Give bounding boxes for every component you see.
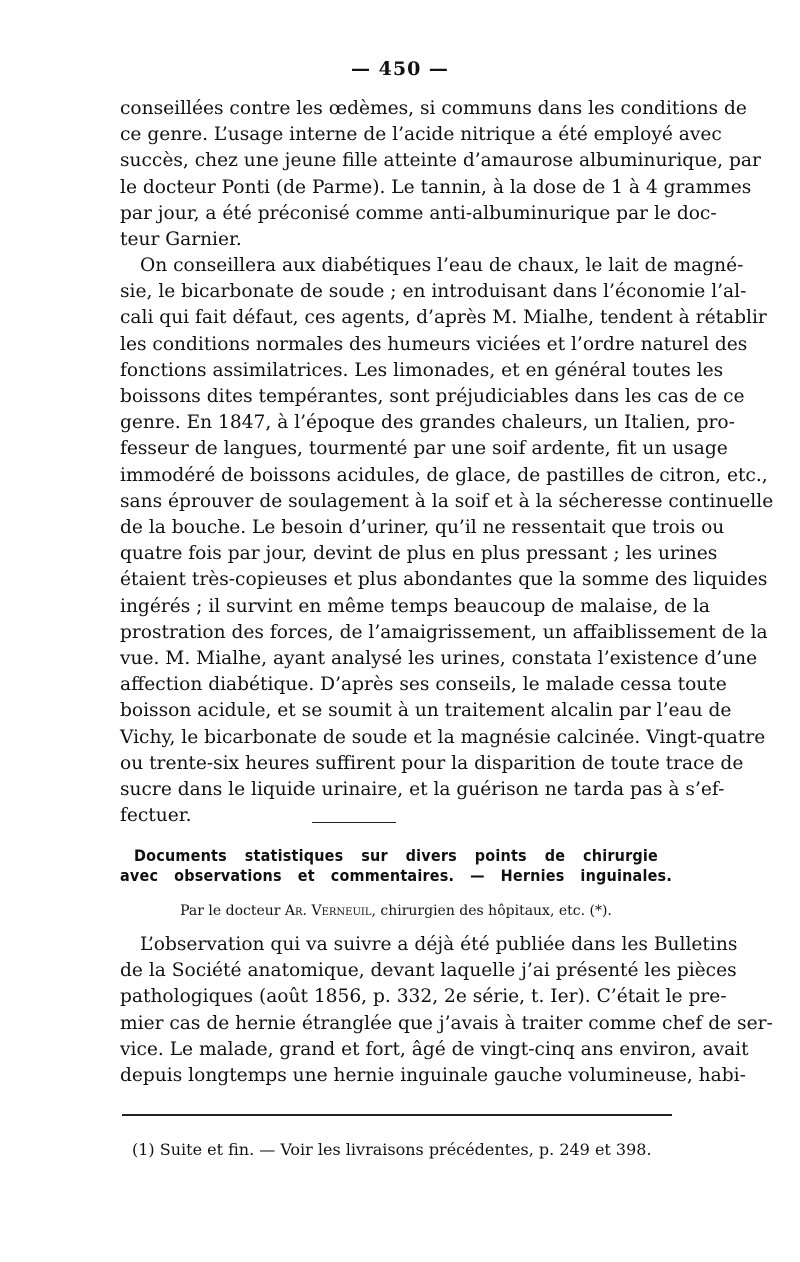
text-line: pathologiques (août 1856, p. 332, 2e série, t. Ier). C’était le pre- [120, 986, 727, 1008]
text-line: prostration des forces, de l’amaigrissement, un affaiblissement de la [120, 621, 768, 643]
page-number: — 450 — [351, 58, 449, 80]
text-line: vice. Le malade, grand et fort, âgé de vingt-cinq ans environ, avait [120, 1038, 749, 1060]
text-line: boissons dites tempérantes, sont préjudiciables dans les cas de ce [120, 386, 745, 408]
text-line: affection diabétique. D’après ses conseils, le malade cessa toute [120, 674, 727, 696]
section-heading [120, 846, 672, 886]
byline-suffix: chirurgien des hôpitaux, etc. (*). [380, 903, 612, 919]
text-line: les conditions normales des humeurs viciées et l’ordre naturel des [120, 333, 748, 355]
section-divider [312, 822, 396, 823]
text-line: de la Société anatomique, devant laquelle j’ai présenté les pièces [120, 960, 737, 982]
heading-line: Documents statistiques sur divers points de chirurgie [134, 846, 658, 865]
text-line: sie, le bicarbonate de soude ; en introduisant dans l’économie l’al- [120, 281, 747, 303]
text-line: fonctions assimilatrices. Les limonades, et en général toutes les [120, 359, 724, 381]
text-line: boisson acidule, et se soumit à un traitement alcalin par l’eau de [120, 700, 732, 722]
text-line: ingérés ; il survint en même temps beaucoup de malaise, de la [120, 595, 710, 617]
paragraph-1 [120, 96, 761, 253]
text-line: mier cas de hernie étranglée que j’avais à traiter comme chef de ser- [120, 1012, 773, 1034]
text-line: genre. En 1847, à l’époque des grandes chaleurs, un Italien, pro- [120, 412, 735, 434]
text-line: fectuer. [120, 805, 192, 827]
heading-line: avec observations et commentaires. — Hernies inguinales. [120, 866, 672, 885]
paragraph-2 [120, 253, 774, 829]
text-line: On conseillera aux diabétiques l’eau de chaux, le lait de magné- [140, 255, 744, 276]
footnote: (1) Suite et fin. — Voir les livraisons précédentes, p. 249 et 398. [132, 1140, 652, 1159]
text-line: conseillées contre les œdèmes, si communs dans les conditions de [120, 98, 747, 119]
text-line: fesseur de langues, tourmenté par une soif ardente, fit un usage [120, 438, 728, 460]
text-line: ce genre. L’usage interne de l’acide nitrique a été employé avec [120, 124, 722, 146]
text-line: L’observation qui va suivre a déjà été publiée dans les Bulletins [140, 934, 738, 955]
text-line: sucre dans le liquide urinaire, et la guérison ne tarda pas à s’ef- [120, 779, 725, 801]
author-byline [120, 902, 672, 920]
text-line: quatre fois par jour, devint de plus en plus pressant ; les urines [120, 543, 718, 565]
text-line: teur Garnier. [120, 229, 242, 251]
byline-author: Ar. Verneuil, [284, 903, 376, 919]
text-line: étaient très-copieuses et plus abondantes que la somme des liquides [120, 569, 768, 591]
text-line: succès, chez une jeune fille atteinte d’amaurose albuminurique, par [120, 150, 761, 172]
text-line: immodéré de boissons acidules, de glace, de pastilles de citron, etc., [120, 464, 768, 486]
text-line: par jour, a été préconisé comme anti-albuminurique par le doc- [120, 202, 717, 224]
byline-prefix: Par le docteur [180, 903, 281, 919]
footnote-rule [122, 1114, 672, 1116]
text-line: ou trente-six heures suffirent pour la disparition de toute trace de [120, 752, 744, 774]
text-line: Vichy, le bicarbonate de soude et la magnésie calcinée. Vingt-quatre [120, 726, 766, 748]
text-line: cali qui fait défaut, ces agents, d’après M. Mialhe, tendent à rétablir [120, 307, 767, 329]
text-line: sans éprouver de soulagement à la soif et à la sécheresse continuelle [120, 490, 774, 512]
text-line: vue. M. Mialhe, ayant analysé les urines, constata l’existence d’une [120, 648, 758, 670]
text-line: le docteur Ponti (de Parme). Le tannin, à la dose de 1 à 4 grammes [120, 176, 752, 198]
paragraph-3 [120, 932, 773, 1089]
text-line: depuis longtemps une hernie inguinale gauche volumineuse, habi- [120, 1065, 746, 1087]
text-line: de la bouche. Le besoin d’uriner, qu’il ne ressentait que trois ou [120, 517, 725, 539]
